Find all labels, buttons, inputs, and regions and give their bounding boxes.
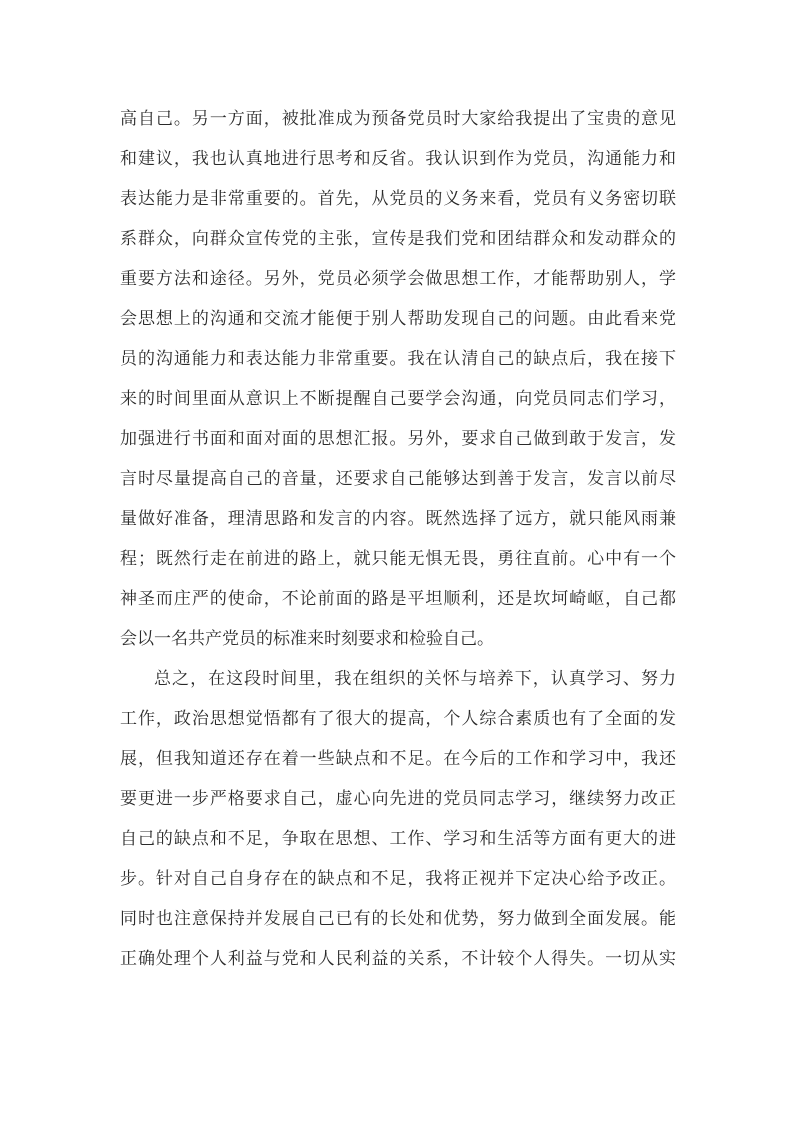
text-line: 自己的缺点和不足，争取在思想、工作、学习和生活等方面有更大的进 <box>120 829 676 849</box>
text-line: 加强进行书面和面对面的思想汇报。另外，要求自己做到敢于发言，发 <box>120 429 676 449</box>
text-line: 重要方法和途径。另外，党员必须学会做思想工作，才能帮助别人，学 <box>120 269 676 289</box>
text-line: 会以一名共产党员的标准来时刻要求和检验自己。 <box>120 629 494 649</box>
text-line: 员的沟通能力和表达能力非常重要。我在认清自己的缺点后，我在接下 <box>120 349 676 369</box>
text-line: 正确处理个人利益与党和人民利益的关系，不计较个人得失。一切从实 <box>120 949 676 969</box>
text-line: 工作，政治思想觉悟都有了很大的提高，个人综合素质也有了全面的发 <box>120 709 676 729</box>
text-line: 量做好准备，理清思路和发言的内容。既然选择了远方，就只能风雨兼 <box>120 509 676 529</box>
text-line: 总之，在这段时间里，我在组织的关怀与培养下，认真学习、努力 <box>154 669 676 689</box>
text-line: 来的时间里面从意识上不断提醒自己要学会沟通，向党员同志们学习， <box>120 389 676 409</box>
text-line: 步。针对自己自身存在的缺点和不足，我将正视并下定决心给予改正。 <box>120 869 676 889</box>
text-line: 言时尽量提高自己的音量，还要求自己能够达到善于发言，发言以前尽 <box>120 469 676 489</box>
text-line: 表达能力是非常重要的。首先，从党员的义务来看，党员有义务密切联 <box>120 189 676 209</box>
text-line: 高自己。另一方面，被批准成为预备党员时大家给我提出了宝贵的意见 <box>120 109 676 129</box>
text-line: 要更进一步严格要求自己，虚心向先进的党员同志学习，继续努力改正 <box>120 789 676 809</box>
paragraph-2 <box>120 659 676 979</box>
paragraph-1 <box>120 99 676 659</box>
text-line: 和建议，我也认真地进行思考和反省。我认识到作为党员，沟通能力和 <box>120 149 676 169</box>
text-line: 神圣而庄严的使命，不论前面的路是平坦顺利，还是坎坷崎岖，自己都 <box>120 589 676 609</box>
text-line: 展，但我知道还存在着一些缺点和不足。在今后的工作和学习中，我还 <box>120 749 676 769</box>
text-line: 会思想上的沟通和交流才能便于别人帮助发现自己的问题。由此看来党 <box>120 309 676 329</box>
body-text <box>120 99 676 979</box>
text-line: 系群众，向群众宣传党的主张，宣传是我们党和团结群众和发动群众的 <box>120 229 676 249</box>
text-line: 同时也注意保持并发展自己已有的长处和优势，努力做到全面发展。能 <box>120 909 676 929</box>
text-line: 程；既然行走在前进的路上，就只能无惧无畏，勇往直前。心中有一个 <box>120 549 676 569</box>
